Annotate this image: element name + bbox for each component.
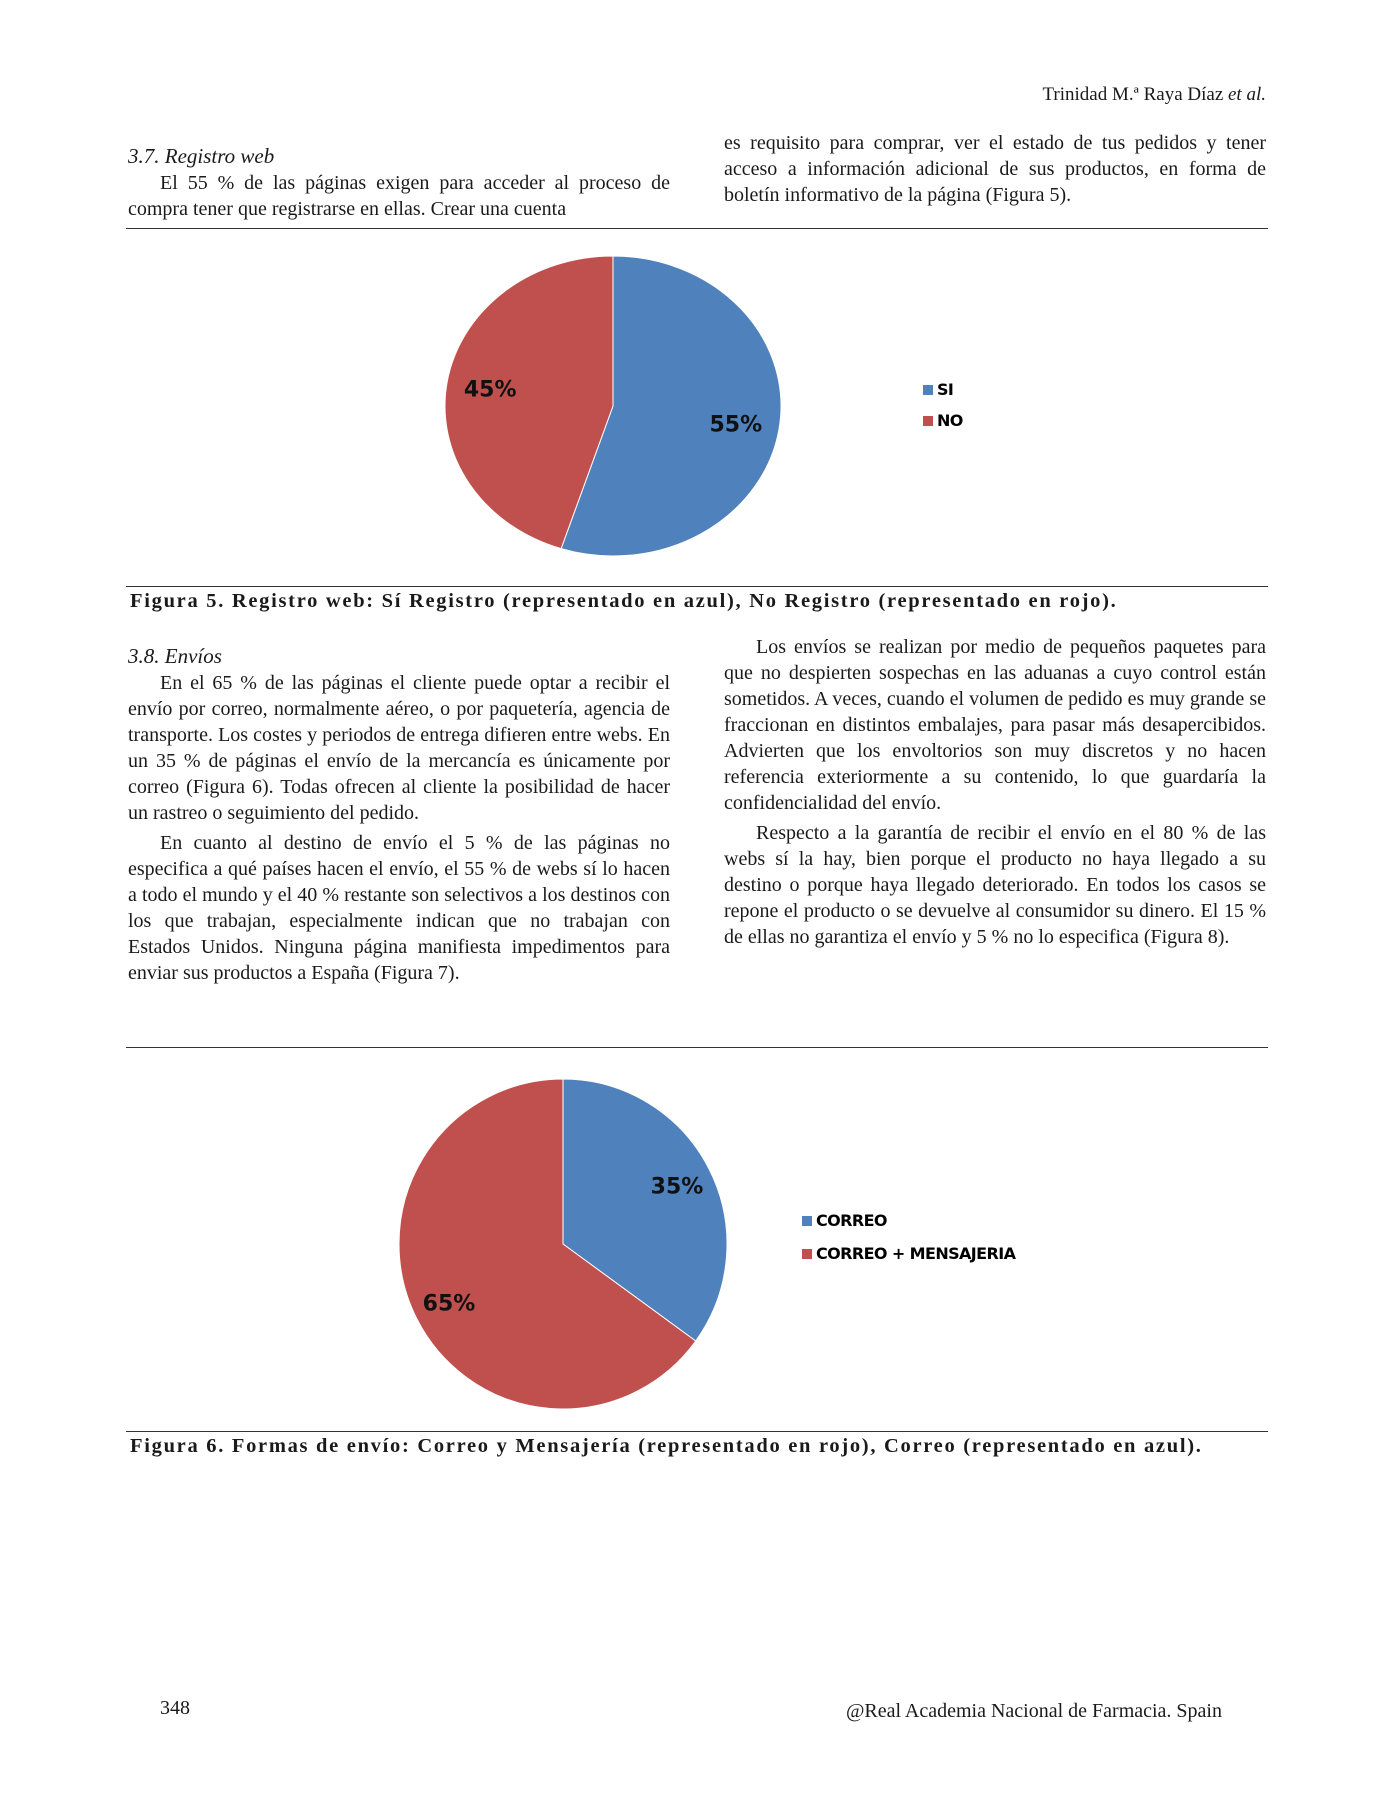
legend-swatch-correo-mensajeria [802,1249,812,1259]
section-3-8-paragraph-3: Los envíos se realizan por medio de pequeños paquetes para que no despierten sospechas en las aduanas a cuyo control están sometidos. A veces, cuando el volumen de pedido es muy grande se fraccionan en distintos embalajes, para pasar más desapercibidos. Advierten que los envoltorios son muy discretos y no hacen referencia exteriormente a su contenido, lo que guardaría la confidencialidad del envío. [724,636,1266,814]
figure-6-bottom-rule [126,1431,1268,1432]
section-3-8-paragraph-1: En el 65 % de las páginas el cliente puede optar a recibir el envío por correo, normalmente aéreo, o por paquetería, agencia de transporte. Los costes y periodos de entrega difieren entre webs. En un 35 % de páginas el envío de la mercancía es únicamente por correo (Figura 6). Todas ofrecen al cliente la posibilidad de hacer un rastreo o seguimiento del pedido. [128,672,670,824]
page-number: 348 [160,1697,190,1719]
figure-5-caption-text: Figura 5. Registro web: Sí Registro (representado en azul), No Registro (representado en rojo). [130,590,1118,612]
figure-6-caption [130,1435,1270,1458]
section-3-7-right-column [724,130,1266,208]
figure-5-legend [923,380,963,430]
legend-swatch-no [923,416,933,426]
pie-data-label-correo-mensajeria: 65% [422,1291,476,1317]
section-3-8-left-column [128,642,670,986]
figure-5-caption [130,590,1270,613]
legend-swatch-si [923,385,933,395]
legend-label-correo: CORREO [816,1211,887,1230]
running-header-etal: et al. [1228,84,1266,105]
figure-6-pie [399,1079,727,1409]
figure-5-top-rule [126,228,1268,229]
footer-copyright: @Real Academia Nacional de Farmacia. Spain [845,1700,1222,1722]
section-3-8-heading: 3.8. Envíos [128,644,222,668]
figure-6-pie-chart [0,1054,1390,1432]
running-header [1042,84,1266,106]
legend-label-correo-mensajeria: CORREO + MENSAJERIA [816,1244,1016,1263]
figure-5-pie [445,256,781,556]
legend-label-no: NO [937,411,963,430]
figure-6-legend [802,1211,1017,1263]
section-3-8-paragraph-2: En cuanto al destino de envío el 5 % de las páginas no especifica a qué países hacen el envío, el 55 % de webs sí lo hacen a todo el mundo y el 40 % restante son selectivos a los destinos con los que trabajan, especialmente indican que no trabajan con Estados Unidos. Ninguna página manifiesta impedimentos para enviar sus productos a España (Figura 7). [128,832,670,984]
figure-5-pie-chart [0,232,1390,584]
pie-data-label-correo: 35% [650,1174,704,1200]
figure-5-bottom-rule [126,586,1268,587]
section-3-8-right-column [724,634,1266,950]
figure-6-top-rule [126,1047,1268,1048]
section-3-7-paragraph-right: es requisito para comprar, ver el estado de tus pedidos y tener acceso a información adicional de sus productos, en forma de boletín informativo de la página (Figura 5). [724,132,1266,206]
section-3-8-paragraph-4: Respecto a la garantía de recibir el envío en el 80 % de las webs sí la hay, bien porque el producto no haya llegado a su destino o porque haya llegado deteriorado. En todos los casos se repone el producto o se devuelve al consumidor su dinero. El 15 % de ellas no garantiza el envío y 5 % no lo especifica (Figura 8). [724,822,1266,948]
legend-label-si: SI [937,380,954,399]
pie-data-label-si: 55% [709,412,763,438]
section-3-7-left-column [128,142,670,222]
running-header-author: Trinidad M.ª Raya Díaz [1042,84,1228,105]
section-3-7-paragraph-left: El 55 % de las páginas exigen para acceder al proceso de compra tener que registrarse en ellas. Crear una cuenta [128,172,670,220]
section-3-7-heading: 3.7. Registro web [128,144,275,168]
figure-6-caption-text: Figura 6. Formas de envío: Correo y Mensajería (representado en rojo), Correo (representado en azul). [130,1435,1203,1457]
pie-data-label-no: 45% [463,377,517,403]
legend-swatch-correo [802,1216,812,1226]
